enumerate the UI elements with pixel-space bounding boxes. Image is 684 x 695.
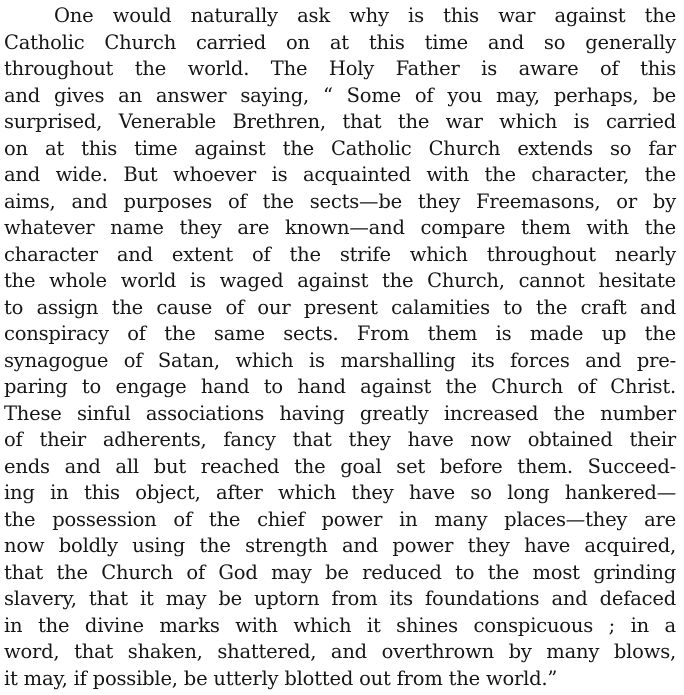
text-line: One would naturally ask why is this war against the [54, 4, 676, 27]
text-line: it may, if possible, be utterly blotted out from the world.” [4, 666, 558, 690]
text-line: whatever name they are known—and compare them with the [4, 216, 676, 239]
text-line: that the Church of God may be reduced to the most grinding [4, 560, 676, 584]
text-line: of their adherents, fancy that they have now obtained their [4, 428, 676, 451]
document-page [4, 2, 682, 692]
text-line: in the divine marks with which it shines conspicuous ; in a [4, 613, 676, 637]
text-line: to assign the cause of our present calamities to the craft and [4, 295, 676, 319]
text-line: paring to engage hand to hand against the Church of Christ. [4, 375, 676, 398]
text-line: slavery, that it may be uptorn from its foundations and defaced [4, 587, 676, 610]
text-line: and wide. But whoever is acquainted with the character, the [4, 163, 676, 186]
text-line: ends and all but reached the goal set before them. Succeed- [4, 454, 676, 478]
text-line: the possession of the chief power in many places—they are [4, 507, 676, 531]
text-line: These sinful associations having greatly increased the number [4, 401, 676, 425]
text-line: and gives an answer saying, “ Some of you may, perhaps, be [4, 83, 676, 107]
text-line: surprised, Venerable Brethren, that the war which is carried [4, 110, 676, 133]
text-line: ing in this object, after which they have so long hankered— [4, 481, 676, 504]
text-line: Catholic Church carried on at this time and so generally [4, 30, 676, 54]
text-line: on at this time against the Catholic Church extends so far [4, 136, 676, 160]
text-line: throughout the world. The Holy Father is aware of this [4, 57, 676, 80]
text-line: the whole world is waged against the Church, cannot hesitate [4, 269, 676, 292]
text-line: now boldly using the strength and power they have acquired, [4, 534, 676, 557]
text-line: conspiracy of the same sects. From them is made up the [4, 322, 676, 345]
text-line: character and extent of the strife which throughout nearly [4, 242, 676, 266]
text-line: aims, and purposes of the sects—be they Freemasons, or by [4, 189, 676, 213]
text-line: word, that shaken, shattered, and overthrown by many blows, [4, 640, 676, 663]
text-line: synagogue of Satan, which is marshalling its forces and pre- [4, 348, 676, 372]
